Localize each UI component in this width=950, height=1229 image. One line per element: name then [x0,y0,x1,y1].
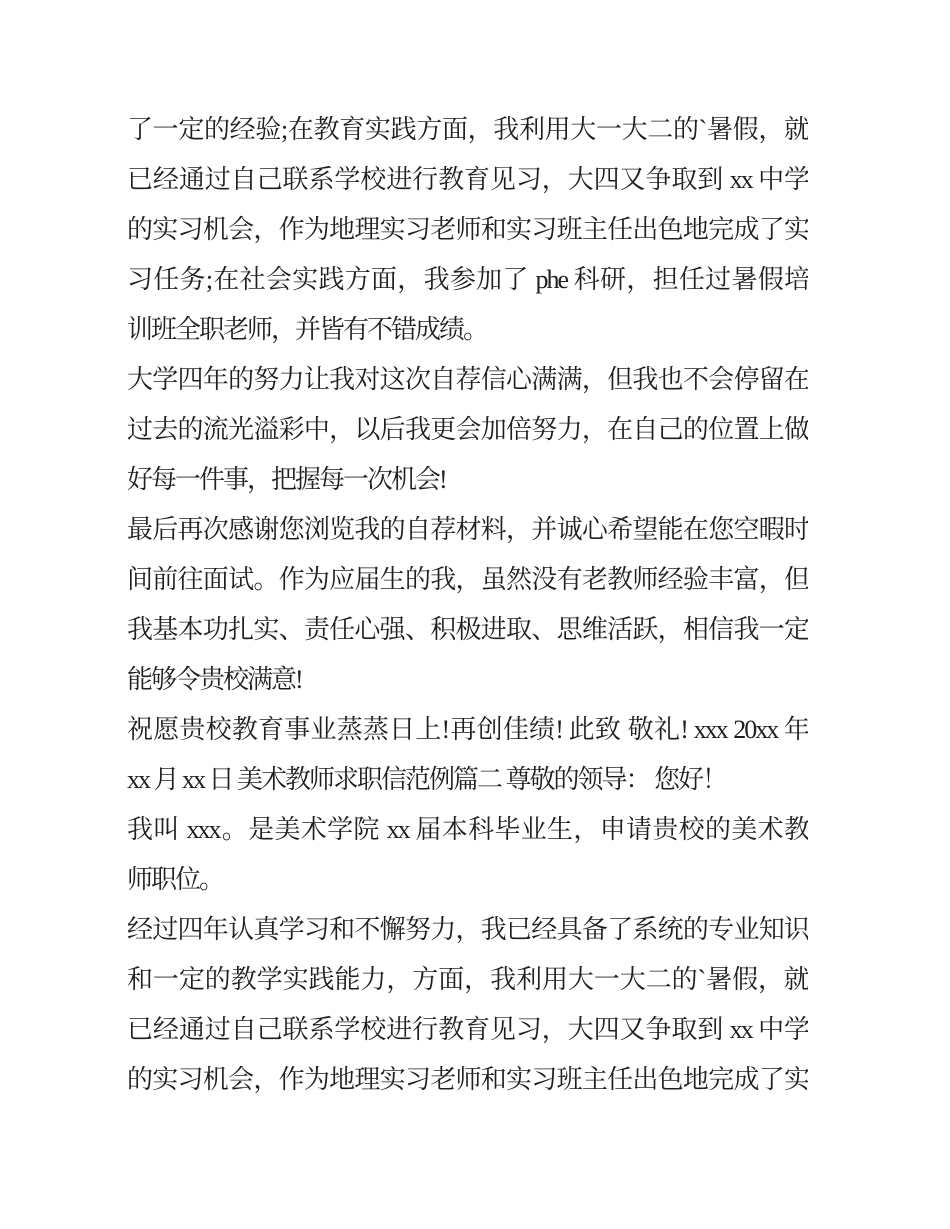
text-line-1: 了一定的经验;在教育实践方面，我利用大一大二的`暑假，就 [127,115,808,144]
text-line-14: xx 月 xx 日 美术教师求职信范例篇二 尊敬的领导： 您好！ [127,765,727,794]
text-line-4: 习任务;在社会实践方面，我参加了 phe 科研，担任过暑假培 [127,265,808,294]
text-line-3: 的实习机会，作为地理实习老师和实习班主任出色地完成了实 [127,215,808,244]
text-line-12: 能够令贵校满意! [127,665,302,694]
text-line-13: 祝愿贵校教育事业蒸蒸日上!再创佳绩! 此致 敬礼! xxx 20xx 年 [127,715,808,744]
text-line-20: 的实习机会，作为地理实习老师和实习班主任出色地完成了实 [127,1065,808,1094]
document-text-block [127,105,808,1105]
text-line-8: 好每一件事，把握每一次机会! [127,465,446,494]
text-line-9: 最后再次感谢您浏览我的自荐材料，并诚心希望能在您空暇时 [127,515,808,544]
text-line-11: 我基本功扎实、责任心强、积极进取、思维活跃，相信我一定 [127,615,808,644]
text-line-19: 已经通过自己联系学校进行教育见习，大四又争取到 xx 中学 [127,1015,808,1044]
text-line-5: 训班全职老师，并皆有不错成绩。 [127,315,488,344]
text-line-10: 间前往面试。作为应届生的我，虽然没有老教师经验丰富，但 [127,565,808,594]
text-line-16: 师职位。 [127,865,224,894]
text-line-17: 经过四年认真学习和不懈努力，我已经具备了系统的专业知识 [127,915,808,944]
text-line-2: 已经通过自己联系学校进行教育见习，大四又争取到 xx 中学 [127,165,808,194]
text-line-7: 过去的流光溢彩中，以后我更会加倍努力，在自己的位置上做 [127,415,808,444]
text-line-6: 大学四年的努力让我对这次自荐信心满满，但我也不会停留在 [127,365,808,394]
text-line-18: 和一定的教学实践能力，方面，我利用大一大二的`暑假，就 [127,965,808,994]
text-line-15: 我叫 xxx。是美术学院 xx 届本科毕业生，申请贵校的美术教 [127,815,808,844]
